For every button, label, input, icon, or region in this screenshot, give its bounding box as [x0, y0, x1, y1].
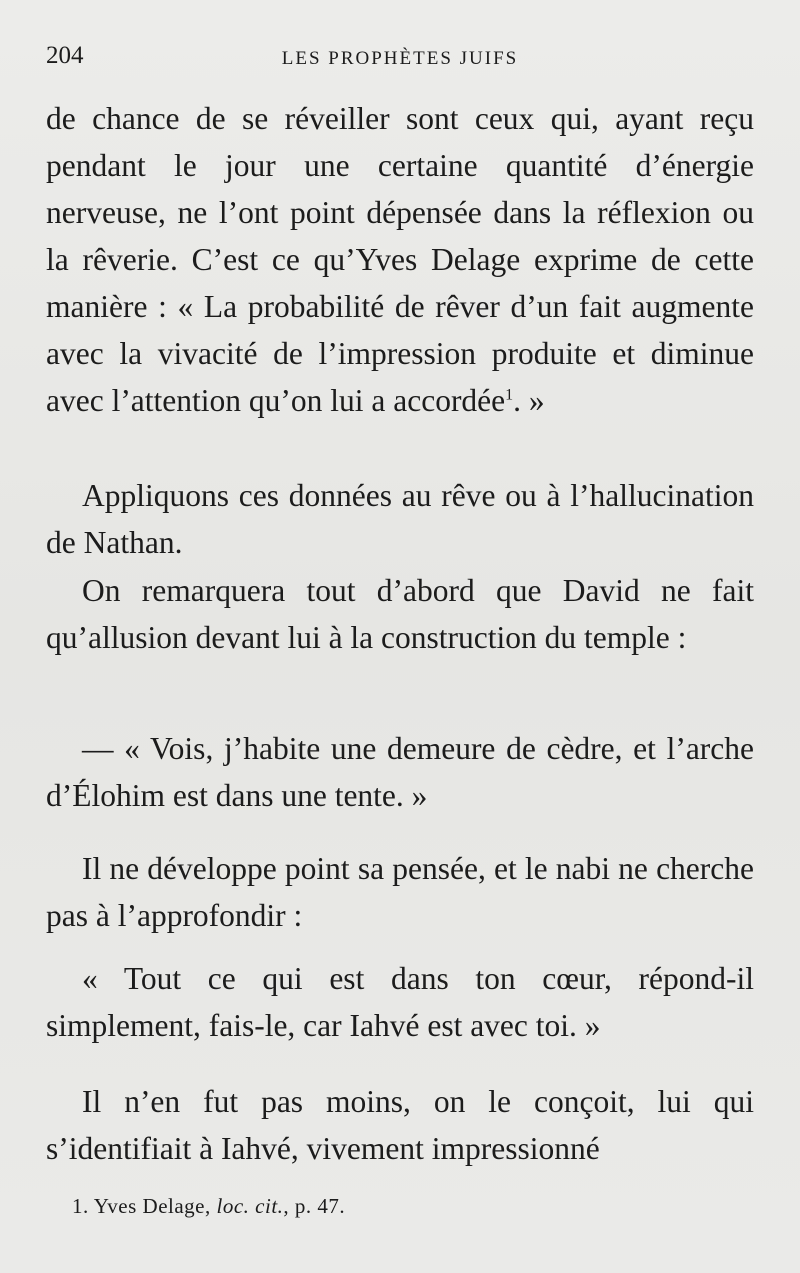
- paragraph-2: [46, 472, 754, 566]
- running-title: LES PROPHÈTES JUIFS: [281, 48, 519, 69]
- paragraph-2-text: Appliquons ces données au rêve ou à l’hallucination de Nathan.: [46, 478, 754, 560]
- paragraph-3: [46, 567, 754, 661]
- footnote-page: , p. 47.: [283, 1194, 346, 1218]
- footnote-work: loc. cit.: [216, 1194, 284, 1218]
- paragraph-4-text: — « Vois, j’habite une demeure de cèdre, et l’arche d’Élohim est dans une tente. »: [46, 731, 754, 813]
- paragraph-1-text: de chance de se réveiller sont ceux qui, ayant reçu pendant le jour une certaine quantité d’énergie nerveuse, ne l’ont point dépensée dans la réflexion ou la rêverie. C’est ce qu’Yves Delage exprime de cette manière : « La probabilité de rêver d’un fait augmente avec la vivacité de l’impression produite et diminue avec l’attention qu’on lui a accordée: [46, 101, 754, 418]
- paragraph-7-text: Il n’en fut pas moins, on le conçoit, lui qui s’identifiait à Iahvé, vivement impressionné: [46, 1084, 754, 1166]
- paragraph-6: [46, 955, 754, 1049]
- paragraph-7: [46, 1078, 754, 1172]
- paragraph-6-text: « Tout ce qui est dans ton cœur, répond-il simplement, fais-le, car Iahvé est avec toi. »: [46, 961, 754, 1043]
- paragraph-5-text: Il ne développe point sa pensée, et le nabi ne cherche pas à l’approfondir :: [46, 851, 754, 933]
- paragraph-4: [46, 725, 754, 819]
- page-number: 204: [46, 42, 84, 69]
- footnote-reference: 1: [505, 386, 514, 404]
- footnote: [72, 1194, 345, 1219]
- paragraph-1-end: . »: [513, 383, 545, 418]
- footnote-number: 1.: [72, 1194, 89, 1218]
- paragraph-5: [46, 845, 754, 939]
- paragraph-3-text: On remarquera tout d’abord que David ne fait qu’allusion devant lui à la construction du temple :: [46, 573, 754, 655]
- footnote-author: Yves Delage,: [93, 1194, 211, 1218]
- paragraph-1: [46, 95, 754, 424]
- page-header: [46, 42, 754, 74]
